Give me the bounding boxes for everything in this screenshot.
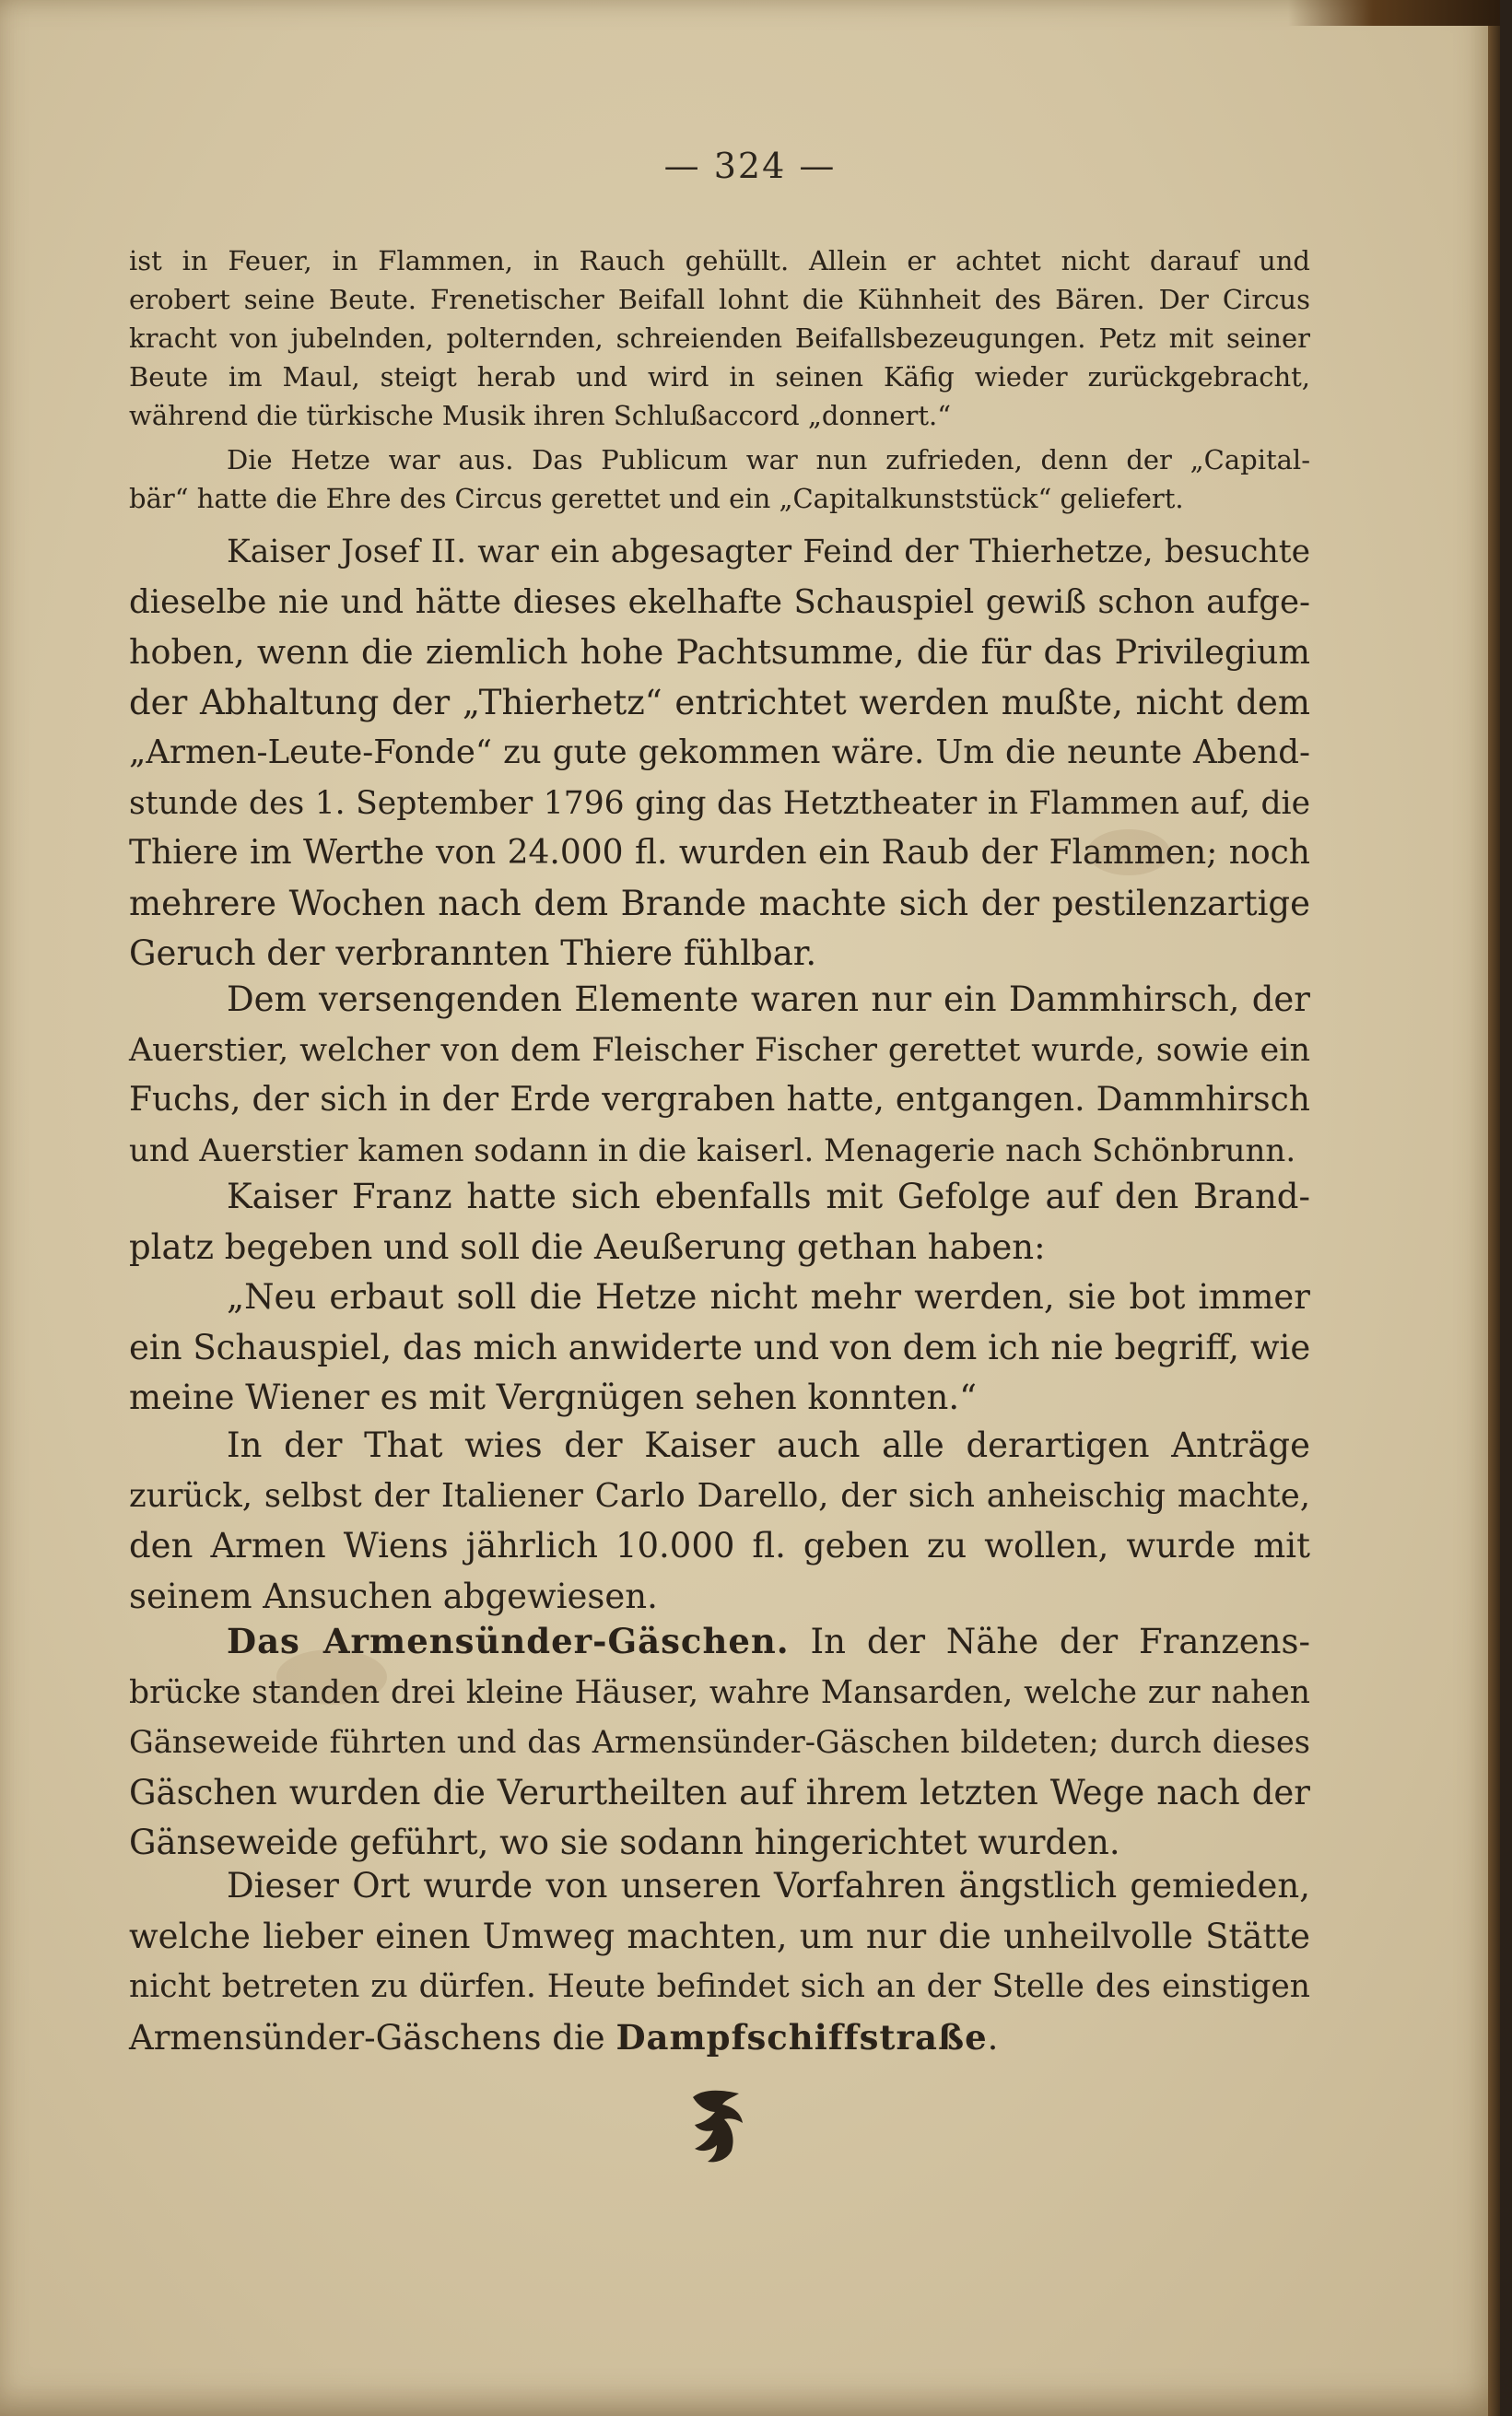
text-line: brücke standen drei kleine Häuser, wahre Mansarden, welche zur nahen bbox=[129, 1673, 1310, 1711]
text-line: den Armen Wiens jährlich 10.000 fl. geben zu wollen, wurde mit bbox=[129, 1526, 1310, 1566]
text-line: erobert seine Beute. Frenetischer Beifall lohnt die Kühnheit des Bären. Der Circus bbox=[129, 284, 1310, 315]
text-line: der Abhaltung der „Thierhetz“ entrichtet werden mußte, nicht dem bbox=[129, 682, 1310, 722]
text-line: kracht von jubelnden, polternden, schreienden Beifallsbezeugungen. Petz mit seiner bbox=[129, 323, 1310, 354]
text-line: „Neu erbaut soll die Hetze nicht mehr werden, sie bot immer bbox=[227, 1277, 1310, 1317]
text-line: Fuchs, der sich in der Erde vergraben hatte, entgangen. Dammhirsch bbox=[129, 1081, 1310, 1119]
text-line: Dieser Ort wurde von unseren Vorfahren ängstlich gemieden, bbox=[227, 1866, 1310, 1906]
text-line: Kaiser Josef II. war ein abgesagter Feind der Thierhetze, besuchte bbox=[227, 534, 1310, 570]
text-line: Beute im Maul, steigt herab und wird in seinen Käfig wieder zurückgebracht, bbox=[129, 361, 1310, 393]
text-line: während die türkische Musik ihren Schlußaccord „donnert.“ bbox=[129, 400, 952, 431]
text-line: bär“ hatte die Ehre des Circus gerettet und ein „Capitalkunststück“ geliefert. bbox=[129, 483, 1184, 514]
paragraph-quote bbox=[129, 1273, 1310, 1424]
text-line: zurück, selbst der Italiener Carlo Darello, der sich anheischig machte, bbox=[129, 1476, 1310, 1515]
text-line: Gänseweide geführt, wo sie sodann hingerichtet wurden. bbox=[129, 1823, 1120, 1862]
page-edge bbox=[1488, 0, 1500, 2416]
paragraph-dammhirsch bbox=[129, 975, 1310, 1176]
text-line: nicht betreten zu dürfen. Heute befindet sich an der Stelle des einstigen bbox=[129, 1968, 1310, 2005]
heading-continuation: In der Nähe der Franzens- bbox=[810, 1622, 1310, 1661]
text-line: Auerstier, welcher von dem Fleischer Fischer gerettet wurde, sowie ein bbox=[129, 1031, 1310, 1069]
text-line: Geruch der verbrannten Thiere fühlbar. bbox=[129, 933, 817, 973]
text-line: dieselbe nie und hätte dieses ekelhafte Schauspiel gewiß schon aufge- bbox=[129, 582, 1310, 621]
paragraph-bear-escape bbox=[129, 241, 1310, 435]
text-line: und Auerstier kamen sodann in die kaiserl. Menagerie nach Schönbrunn. bbox=[129, 1132, 1296, 1169]
text-line: hoben, wenn die ziemlich hohe Pachtsumme, die für das Privilegium bbox=[129, 632, 1310, 672]
text-line: „Armen-Leute-Fonde“ zu gute gekommen wäre. Um die neunte Abend- bbox=[129, 733, 1310, 771]
text-line: seinem Ansuchen abgewiesen. bbox=[129, 1576, 658, 1616]
page-number: — 324 — bbox=[663, 146, 837, 186]
text-line: Die Hetze war aus. Das Publicum war nun zufrieden, denn der „Capital- bbox=[227, 444, 1310, 475]
line-text: Armensünder-Gäschens die bbox=[129, 2017, 616, 2058]
end-ornament-icon bbox=[686, 2084, 752, 2167]
paragraph-hetze-aus bbox=[129, 440, 1310, 518]
text-line: ein Schauspiel, das mich anwiderte und von dem ich nie begriff, wie bbox=[129, 1327, 1311, 1367]
text-line bbox=[129, 1616, 1310, 1668]
text-line: welche lieber einen Umweg machten, um nur die unheilvolle Stätte bbox=[129, 1916, 1310, 1956]
text-line: Gänseweide führten und das Armensünder-Gäschen bildeten; durch dieses bbox=[129, 1724, 1310, 1760]
text-line: ist in Feuer, in Flammen, in Rauch gehüllt. Allein er achtet nicht darauf und bbox=[129, 245, 1310, 276]
binding-mark bbox=[1288, 0, 1500, 26]
line-text: . bbox=[987, 2017, 999, 2058]
text-line: Kaiser Franz hatte sich ebenfalls mit Gefolge auf den Brand- bbox=[227, 1177, 1310, 1216]
street-name: Dampfschiffstraße bbox=[615, 2016, 988, 2058]
paragraph-antraege bbox=[129, 1421, 1310, 1622]
paragraph-josef-ii bbox=[129, 527, 1310, 979]
section-heading: Das Armensünder-Gäschen. bbox=[227, 1621, 790, 1661]
text-line: Dem versengenden Elemente waren nur ein Dammhirsch, der bbox=[227, 979, 1310, 1019]
paragraph-kaiser-franz bbox=[129, 1172, 1310, 1273]
paragraph-armensuender bbox=[129, 1616, 1310, 1869]
text-line: stunde des 1. September 1796 ging das Hetztheater in Flammen auf, die bbox=[129, 784, 1310, 822]
paragraph-vorfahren bbox=[129, 1861, 1310, 2063]
text-line: meine Wiener es mit Vergnügen sehen konnten.“ bbox=[129, 1378, 978, 1417]
text-line: mehrere Wochen nach dem Brande machte sich der pestilenzartige bbox=[129, 883, 1310, 923]
text-line: Thiere im Werthe von 24.000 fl. wurden ein Raub der Flammen; noch bbox=[129, 834, 1310, 872]
text-line: Gäschen wurden die Verurtheilten auf ihrem letzten Wege nach der bbox=[129, 1772, 1310, 1812]
text-line bbox=[129, 2012, 1310, 2064]
text-line: platz begeben und soll die Aeußerung gethan haben: bbox=[129, 1226, 1046, 1267]
text-line: In der That wies der Kaiser auch alle derartigen Anträge bbox=[227, 1425, 1310, 1465]
